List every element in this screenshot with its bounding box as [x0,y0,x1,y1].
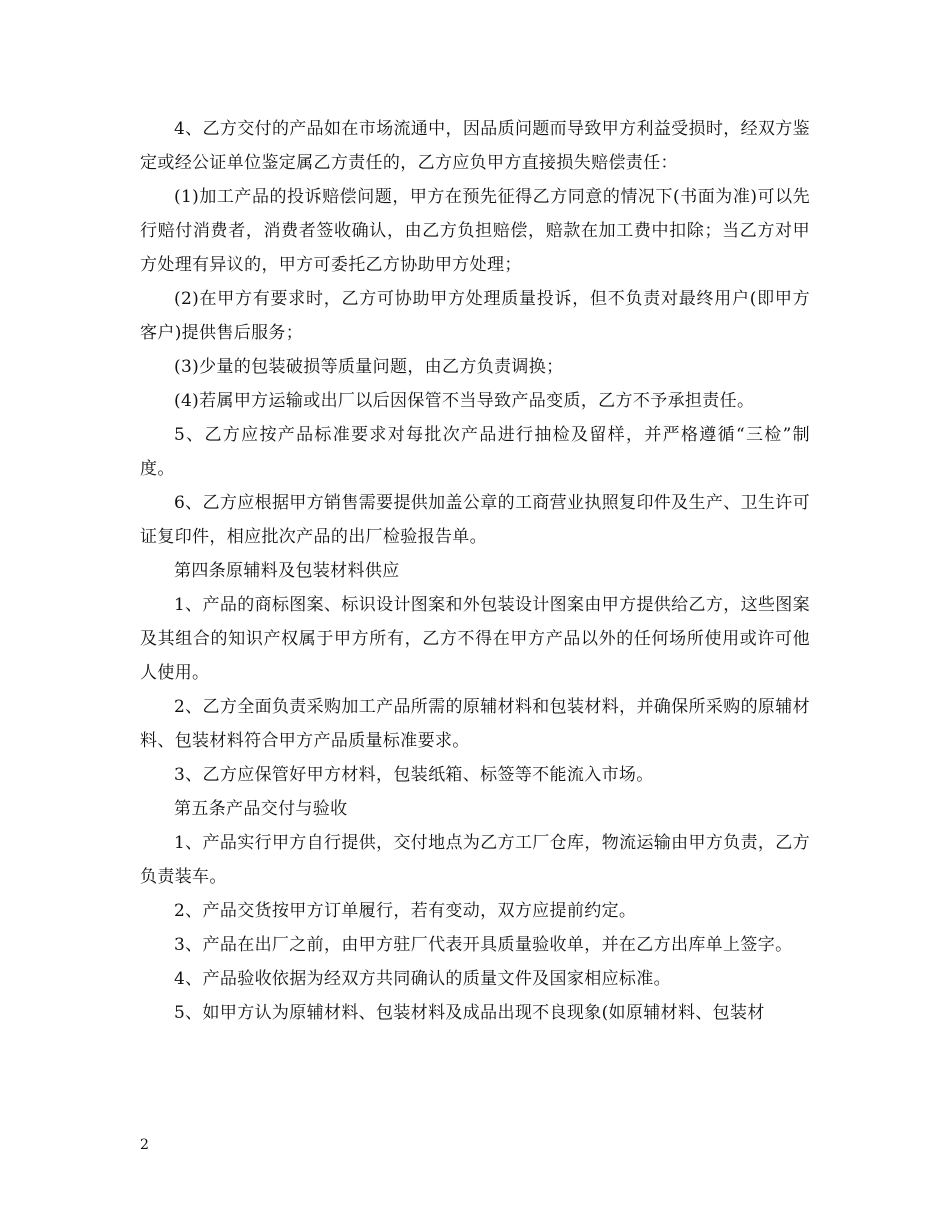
article-5-clause-2: 2、产品交货按甲方订单履行，若有变动，双方应提前约定。 [174,901,637,921]
clause-4-item-3: (3)少量的包装破损等质量问题，由乙方负责调换； [174,357,564,377]
clause-6-licenses: 6、乙方应根据甲方销售需要提供加盖公章的工商营业执照复印件及生产、卫生许可证复印件，相应批次产品的出厂检验报告单。 [140,493,810,547]
article-5-clause-4: 4、产品验收依据为经双方共同确认的质量文件及国家相应标准。 [174,969,671,989]
article-5-clause-5: 5、如甲方认为原辅材料、包装材料及成品出现不良现象(如原辅材料、包装材 [174,1003,765,1023]
clause-4-item-2: (2)在甲方有要求时，乙方可协助甲方处理质量投诉，但不负责对最终用户(即甲方客户)提供售后服务； [140,289,810,343]
document-body [140,112,810,1030]
clause-5-sampling: 5、乙方应按产品标准要求对每批次产品进行抽检及留样，并严格遵循“三检”制度。 [140,425,810,479]
article-5-clause-1: 1、产品实行甲方自行提供，交付地点为乙方工厂仓库，物流运输由甲方负责，乙方负责装车。 [140,833,810,887]
article-4-clause-3: 3、乙方应保管好甲方材料，包装纸箱、标签等不能流入市场。 [174,765,654,785]
article-5-heading: 第五条产品交付与验收 [174,799,348,819]
article-4-clause-2: 2、乙方全面负责采购加工产品所需的原辅材料和包装材料，并确保所采购的原辅材料、包装材料符合甲方产品质量标准要求。 [140,697,810,751]
clause-4-liability: 4、乙方交付的产品如在市场流通中，因品质问题而导致甲方利益受损时，经双方鉴定或经公证单位鉴定属乙方责任的，乙方应负甲方直接损失赔偿责任： [140,119,810,173]
article-5-clause-3: 3、产品在出厂之前，由甲方驻厂代表开具质量验收单，并在乙方出库单上签字。 [174,935,793,955]
clause-4-item-1: (1)加工产品的投诉赔偿问题，甲方在预先征得乙方同意的情况下(书面为准)可以先行赔付消费者，消费者签收确认，由乙方负担赔偿，赔款在加工费中扣除；当乙方对甲方处理有异议的，甲方可委托乙方协助甲方处理； [140,187,810,275]
article-4-clause-1: 1、产品的商标图案、标识设计图案和外包装设计图案由甲方提供给乙方，这些图案及其组合的知识产权属于甲方所有，乙方不得在甲方产品以外的任何场所使用或许可他人使用。 [140,595,810,683]
clause-4-item-4: (4)若属甲方运输或出厂以后因保管不当导致产品变质，乙方不予承担责任。 [174,391,755,411]
article-4-heading: 第四条原辅料及包装材料供应 [174,561,400,581]
page-number: 2 [140,1137,149,1153]
